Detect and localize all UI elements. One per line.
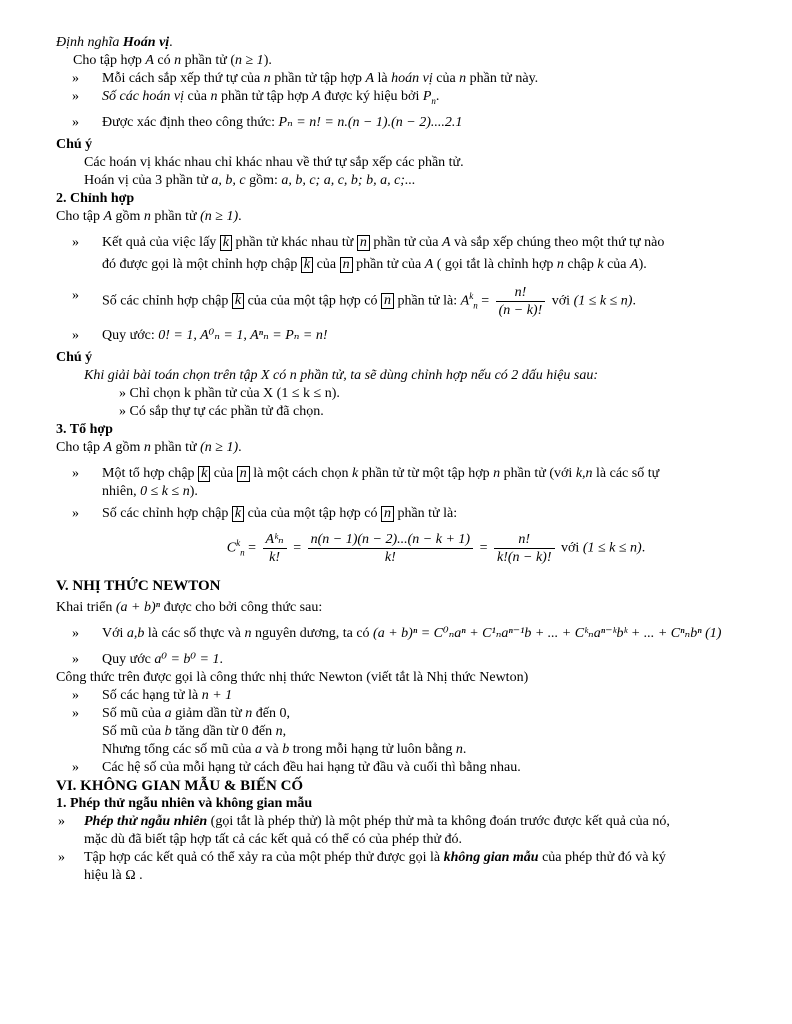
boxed-variable: n bbox=[381, 293, 394, 309]
binomial-formula: (a + b)ⁿ = C⁰ₙaⁿ + C¹ₙaⁿ⁻¹b + ... + Cᵏₙaⁿ⁻ᵏbᵏ + ... + Cⁿₙbⁿ (1) bbox=[373, 625, 722, 641]
perm-note-2: Hoán vị của 3 phần tử a, b, c gồm: a, b, c; a, c, b; b, a, c;... bbox=[84, 172, 416, 188]
comb-intro: Cho tập A gồm n phần tử (n ≥ 1). bbox=[56, 440, 242, 456]
bullet-mark: » bbox=[72, 234, 79, 250]
newton-bullet-2: » Quy ước a⁰ = b⁰ = 1. bbox=[72, 651, 223, 667]
newton-bullet-1: » Với a,b là các số thực và n nguyên dương, ta có (a + b)ⁿ = C⁰ₙaⁿ + C¹ₙaⁿ⁻¹b + ... + Cᵏₙaⁿ⁻ᵏbᵏ + ... + Cⁿₙbⁿ (1) bbox=[72, 625, 722, 641]
prob-subtitle: 1. Phép thử ngẫu nhiên và không gian mẫu bbox=[56, 795, 313, 811]
newton-intro: Khai triển (a + b)ⁿ được cho bởi công thức sau: bbox=[56, 599, 323, 615]
boxed-variable: n bbox=[357, 235, 370, 251]
perm-heading bbox=[56, 34, 756, 52]
heading-suffix: . bbox=[169, 35, 173, 50]
bullet-mark: » bbox=[72, 506, 79, 522]
comb-bullet-1: » Một tổ hợp chập k của n là một cách chọn k phần tử từ một tập hợp n phần tử (với k,n là các số tự bbox=[72, 466, 660, 482]
prob-bullet-2: » Tập hợp các kết quả có thể xảy ra của một phép thử được gọi là không gian mẫu của phép thử đó và ký bbox=[58, 849, 666, 865]
arrangement-symbol: A bbox=[460, 293, 470, 309]
perm-note-title: Chú ý bbox=[56, 136, 93, 152]
newton-bullet-7: » Các hệ số của mỗi hạng tử cách đều hai hạng tử đầu và cuối thì bằng nhau. bbox=[72, 759, 521, 775]
bullet-mark: » bbox=[58, 849, 65, 865]
arr-note-title: Chú ý bbox=[56, 350, 93, 366]
heading-text: Định nghĩa bbox=[56, 35, 123, 50]
bullet-mark: » bbox=[72, 114, 79, 130]
fraction-3: $\frac{n!}{k!(n - k)!}$ bbox=[494, 531, 555, 566]
omega-symbol: Ω bbox=[125, 867, 136, 883]
boxed-variable: k bbox=[220, 235, 232, 251]
bullet-mark: » bbox=[72, 759, 79, 775]
boxed-variable: k bbox=[232, 506, 244, 522]
bullet-mark: » bbox=[72, 287, 79, 303]
bullet-mark: » bbox=[72, 625, 79, 641]
bullet-mark: » bbox=[72, 466, 79, 482]
heading-bold: Hoán vị bbox=[122, 35, 170, 50]
boxed-variable: k bbox=[232, 293, 244, 309]
fraction-1: $\frac{\text{Aᵏₙ}}{k!}$ bbox=[263, 531, 287, 566]
boxed-variable: n bbox=[237, 466, 250, 482]
arr-title: 2. Chỉnh hợp bbox=[56, 190, 135, 206]
prob-bullet-2-cont: hiệu là Ω . bbox=[84, 867, 143, 883]
arr-bullet-1: » Kết quả của việc lấy k phần tử khác nhau từ n phần tử của A và sắp xếp chúng theo một thứ tự nào bbox=[72, 234, 665, 250]
perm-bullet-2: » Số các hoán vị của n phần tử tập hợp A được ký hiệu bởi $P_n$. bbox=[72, 89, 440, 106]
boxed-variable: n bbox=[381, 506, 394, 522]
bullet-mark: » bbox=[72, 705, 79, 721]
newton-bullet-3: » Số các hạng tử là n + 1 bbox=[72, 687, 233, 703]
bullet-mark: » bbox=[72, 328, 79, 344]
fraction-2: $\frac{n(n - 1)(n - 2)...(n - k + 1)}{k!}$ bbox=[308, 531, 473, 566]
arr-bullet-3: » Quy ước: 0! = 1, A⁰ₙ = 1, Aⁿₙ = Pₙ = n! bbox=[72, 328, 328, 344]
bullet-mark: » bbox=[58, 813, 65, 829]
arrangement-fraction: $\frac{n!}{(n - k)!}$ bbox=[496, 284, 546, 319]
arr-intro: Cho tập A gồm n phần tử (n ≥ 1). bbox=[56, 208, 242, 224]
arr-note-2: » Chỉ chọn k phần tử của X (1 ≤ k ≤ n). bbox=[119, 386, 340, 402]
permutation-formula: Pₙ = n! = n.(n − 1).(n − 2)....2.1 bbox=[278, 114, 463, 130]
newton-line-6: Nhưng tổng các số mũ của a và b trong mỗi hạng tử luôn bằng n. bbox=[102, 741, 467, 757]
arr-note-3: » Có sắp thự tự các phần tử đã chọn. bbox=[119, 404, 324, 420]
newton-title: V. NHỊ THỨC NEWTON bbox=[56, 577, 221, 594]
perm-bullet-3: » Được xác định theo công thức: Pₙ = n! = n.(n − 1).(n − 2)....2.1 bbox=[72, 114, 463, 130]
combination-symbol: C bbox=[226, 540, 237, 556]
convention-formula: 0! = 1, A⁰ₙ = 1, Aⁿₙ = Pₙ = n! bbox=[158, 328, 328, 344]
prob-bullet-1: » Phép thử ngẫu nhiên (gọi tắt là phép thử) là một phép thử mà ta không đoán trước được kết quả của nó, bbox=[58, 813, 670, 829]
boxed-variable: n bbox=[340, 257, 353, 273]
document-page bbox=[56, 34, 756, 885]
arr-bullet-2: » Số các chỉnh hợp chập k của của một tập hợp có n phần tử là: $A^k_n$ = $\frac{n!}{(n - k)!}$ với (1 ≤ k ≤ n). bbox=[56, 278, 756, 323]
combination-equation: $C^k_n$ = $\frac{\text{Aᵏₙ}}{k!}$ = $\frac{n(n - 1)(n - 2)...(n - k + 1)}{k!}$ = $\frac{n!}{k!(n - k)!}$ với (1 ≤ k ≤ n). bbox=[226, 532, 646, 566]
newton-line-5: Số mũ của b tăng dần từ 0 đến n, bbox=[102, 723, 287, 739]
bullet-mark: » bbox=[72, 651, 79, 667]
comb-title: 3. Tổ hợp bbox=[56, 422, 113, 438]
newton-bullet-4: » Số mũ của a giảm dần từ n đến 0, bbox=[72, 705, 291, 721]
bullet-mark: » bbox=[72, 687, 79, 703]
perm-intro: Cho tập hợp A có n phần tử (n ≥ 1). bbox=[73, 53, 272, 68]
comb-bullet-1-cont: nhiên, 0 ≤ k ≤ n). bbox=[102, 484, 198, 500]
arr-bullet-1-cont: đó được gọi là một chỉnh hợp chập k của n phần tử của A ( gọi tắt là chỉnh hợp n chập k của A). bbox=[102, 256, 647, 272]
arr-note-1: Khi giải bài toán chọn trên tập X có n phần tử, ta sẽ dùng chỉnh hợp nếu có 2 dấu hiệu sau: bbox=[84, 368, 599, 384]
perm-bullet-1: » Mỗi cách sắp xếp thứ tự của n phần tử tập hợp A là hoán vị của n phần tử này. bbox=[72, 71, 539, 86]
perm-note-1: Các hoán vị khác nhau chỉ khác nhau về thứ tự sắp xếp các phần tử. bbox=[84, 154, 464, 170]
bullet-mark: » bbox=[72, 71, 79, 86]
bullet-mark: » bbox=[72, 89, 79, 104]
boxed-variable: k bbox=[301, 257, 313, 273]
comb-bullet-2: » Số các chỉnh hợp chập k của của một tập hợp có n phần tử là: bbox=[72, 506, 458, 522]
prob-title: VI. KHÔNG GIAN MẪU & BIẾN CỐ bbox=[56, 777, 304, 794]
boxed-variable: k bbox=[198, 466, 210, 482]
newton-paragraph: Công thức trên được gọi là công thức nhị thức Newton (viết tắt là Nhị thức Newton) bbox=[56, 669, 529, 685]
prob-bullet-1-cont: mặc dù đã biết tập hợp tất cả các kết quả có thể có của phép thử đó. bbox=[84, 831, 463, 847]
